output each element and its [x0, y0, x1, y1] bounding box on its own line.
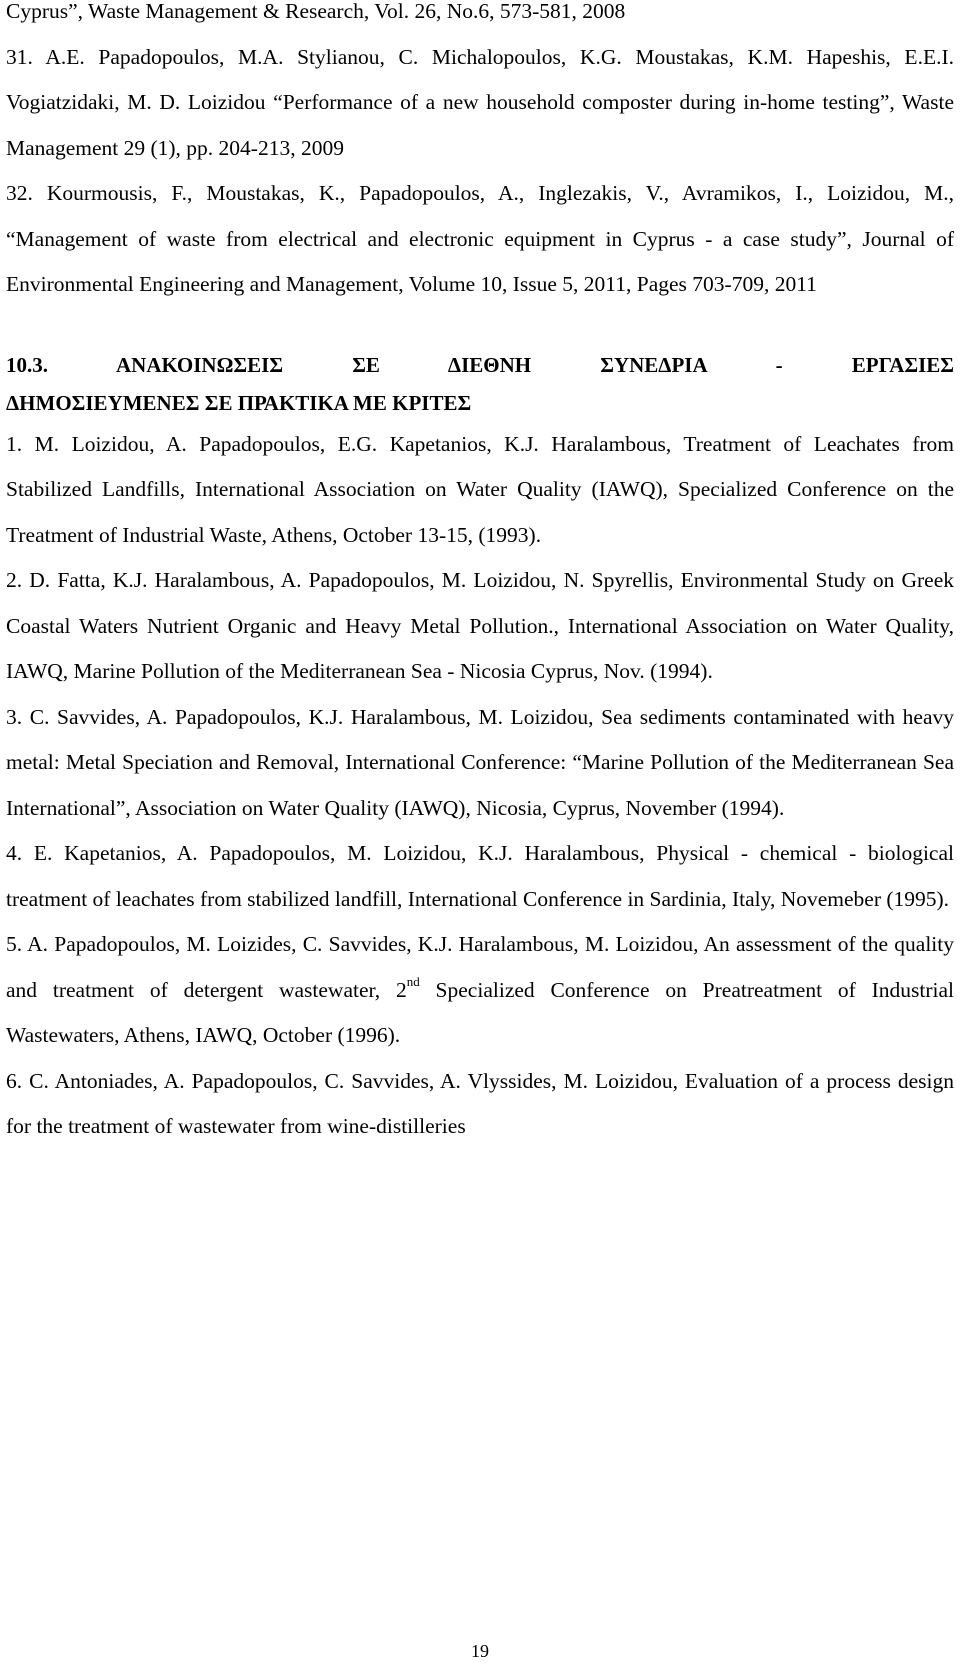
reference-item-2	[6, 558, 954, 695]
reference-number: 2.	[6, 568, 23, 592]
reference-text: C. Antoniades, A. Papadopoulos, C. Savvides, A. Vlyssides, M. Loizidou, Evaluation of a process design for the treatment of wastewater from wine-distilleries	[6, 1068, 955, 1138]
reference-text: C. Savvides, A. Papadopoulos, K.J. Haralambous, M. Loizidou, Sea sediments contaminated with heavy metal: Metal Speciation and Removal, International Conference: “Marine Pollution of the Mediterranean Sea International”, Association on Water Quality (IAWQ), Nicosia, Cyprus, November (1994).	[6, 704, 954, 820]
reference-text: Kourmousis, F., Moustakas, K., Papadopoulos, A., Inglezakis, V., Avramikos, I., Loizidou, M., “Management of waste from electrical and electronic equipment in Cyprus - a case study”, Journal of Environmental Engineering and Management, Volume 10, Issue 5, 2011, Pages 703-709, 2011	[6, 181, 955, 296]
reference-text: M. Loizidou, A. Papadopoulos, E.G. Kapetanios, K.J. Haralambous, Treatment of Leachates from Stabilized Landfills, International Association on Water Quality (IAWQ), Specialized Conference on the Treatment of Industrial Waste, Athens, October 13-15, (1993).	[6, 431, 955, 547]
reference-item-4	[6, 831, 954, 922]
ordinal-superscript: nd	[406, 974, 420, 990]
reference-item-5	[6, 922, 954, 1059]
conference-references	[6, 422, 954, 1150]
reference-continuation	[6, 0, 954, 35]
reference-text-before-sup: A. Papadopoulos, M. Loizides, C. Savvides, K.J. Haralambous, M. Loizidou, An assessment of the quality and treatment of detergent wastewater, 2	[6, 932, 954, 1002]
reference-item-1	[6, 422, 954, 559]
reference-item-32	[6, 171, 954, 308]
reference-number: 1.	[6, 431, 23, 456]
reference-number: 4.	[6, 841, 23, 865]
reference-item-6	[6, 1059, 954, 1150]
reference-number: 31.	[6, 44, 33, 69]
section-heading-line-2: ΔΗΜΟΣΙΕΥΜΕΝΕΣ ΣΕ ΠΡΑΚΤΙΚΑ ΜΕ ΚΡΙΤΕΣ	[6, 390, 472, 415]
reference-text: D. Fatta, K.J. Haralambous, A. Papadopoulos, M. Loizidou, N. Spyrellis, Environmental Study on Greek Coastal Waters Nutrient Organic and Heavy Metal Pollution., International Association on Water Quality, IAWQ, Marine Pollution of the Mediterranean Sea - Nicosia Cyprus, Nov. (1994).	[6, 568, 955, 683]
reference-number: 5.	[6, 932, 23, 956]
document-body	[6, 0, 954, 1150]
document-page	[6, 0, 955, 1661]
reference-item-3	[6, 695, 954, 832]
reference-number: 32.	[6, 181, 33, 205]
page-number: 19	[471, 1641, 489, 1661]
section-heading	[6, 346, 954, 422]
reference-text: A.E. Papadopoulos, M.A. Stylianou, C. Michalopoulos, K.G. Moustakas, K.M. Hapeshis, E.E.I. Vogiatzidaki, M. D. Loizidou “Performance of a new household composter during in-home testing”, Waste Management 29 (1), pp. 204-213, 2009	[6, 44, 954, 160]
reference-item-31	[6, 35, 954, 172]
reference-continuation-text: Cyprus”, Waste Management & Research, Vol. 26, No.6, 573-581, 2008	[6, 0, 626, 23]
reference-number: 3.	[6, 704, 23, 729]
previous-references	[6, 0, 954, 308]
reference-text-after-sup: Specialized Conference on Preatreatment of Industrial Wastewaters, Athens, IAWQ, October (1996).	[6, 977, 954, 1047]
reference-text: E. Kapetanios, A. Papadopoulos, M. Loizidou, K.J. Haralambous, Physical - chemical - biological treatment of leachates from stabilized landfill, International Conference in Sardinia, Italy, Novemeber (1995).	[6, 841, 954, 911]
reference-number: 6.	[6, 1068, 23, 1093]
section-heading-line-1: 10.3. ΑΝΑΚΟΙΝΩΣΕΙΣ ΣΕ ΔΙΕΘΝΗ ΣΥΝΕΔΡΙΑ - ΕΡΓΑΣΙΕΣ	[6, 352, 954, 377]
